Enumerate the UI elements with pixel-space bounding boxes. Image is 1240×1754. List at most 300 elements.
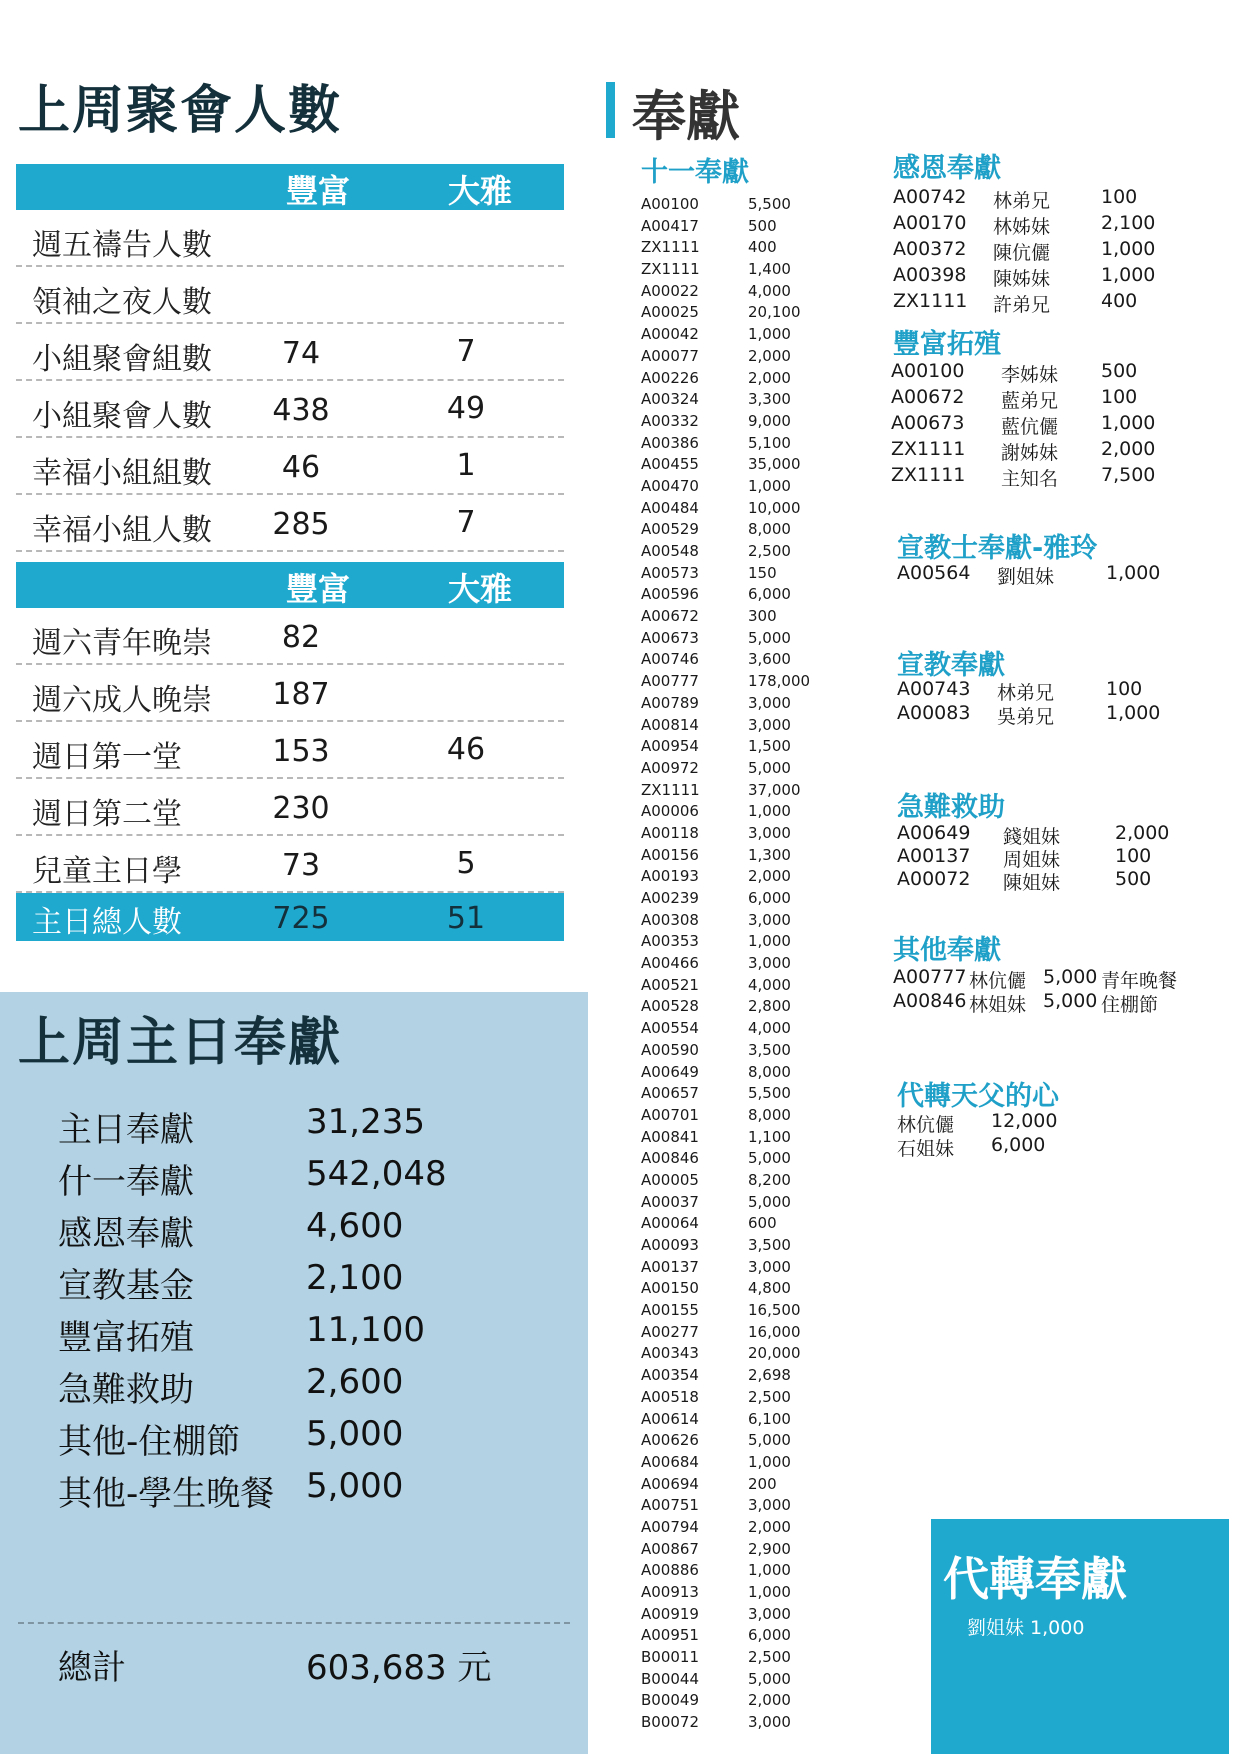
donation-amount: 5,000 — [748, 628, 791, 647]
donation-amount: 6,100 — [748, 1409, 791, 1428]
donor-name: 林伉儷 — [897, 1114, 955, 1136]
donation-amount: 2,698 — [748, 1366, 791, 1385]
fengfu-value: 82 — [281, 620, 321, 655]
donor-name: 許弟兄 — [993, 294, 1051, 316]
donor-code: A00743 — [897, 678, 971, 700]
tithe-row — [641, 194, 821, 216]
donor-name: 陳伉儷 — [993, 242, 1051, 264]
tithe-row — [641, 736, 821, 758]
tithe-row — [641, 1474, 821, 1496]
donation-amount: 1,000 — [748, 476, 791, 495]
donation-amount: 2,000 — [748, 368, 791, 387]
donor-code: A00649 — [897, 822, 971, 844]
donor-code: A00193 — [641, 867, 699, 886]
donation-amount: 6,000 — [748, 585, 791, 604]
daya-value: 7 — [456, 505, 476, 540]
donation-amount: 1,000 — [748, 1452, 791, 1471]
donor-code: A00137 — [641, 1257, 699, 1276]
offering-amount: 11,100 — [306, 1310, 425, 1350]
donor-code: A00814 — [641, 715, 699, 734]
attendance-row — [16, 210, 564, 267]
offering-summary-row — [58, 1466, 528, 1518]
attendance-header-2 — [16, 562, 564, 608]
donor-code: A00972 — [641, 758, 699, 777]
fengfu-value: 230 — [272, 791, 330, 826]
donation-amount: 5,000 — [748, 758, 791, 777]
donor-code: A00037 — [641, 1192, 699, 1211]
offering-category: 什一奉獻 — [58, 1162, 194, 1202]
donation-amount: 1,000 — [748, 325, 791, 344]
donor-code: A00867 — [641, 1539, 699, 1558]
donor-code: A00777 — [893, 966, 967, 988]
donor-code: A00919 — [641, 1604, 699, 1623]
donor-code: A00841 — [641, 1127, 699, 1146]
transfer-line: 劉姐妹 1,000 — [967, 1617, 1085, 1639]
donation-amount: 5,500 — [748, 195, 791, 213]
transfer-title: 代轉奉獻 — [943, 1552, 1127, 1606]
attendance-table-2 — [16, 562, 564, 941]
donor-code: A00372 — [893, 238, 967, 260]
donor-code: A00657 — [641, 1084, 699, 1103]
donor-code: B00072 — [641, 1713, 700, 1732]
attendance-row — [16, 438, 564, 495]
total-daya: 51 — [446, 901, 486, 936]
tithe-row — [641, 1560, 821, 1582]
donation-amount: 500 — [748, 216, 777, 235]
offering-amount: 31,235 — [306, 1102, 425, 1142]
attendance-row — [16, 779, 564, 836]
donation-amount: 3,500 — [748, 1040, 791, 1059]
tithe-row — [641, 1647, 821, 1669]
tithe-row — [641, 888, 821, 910]
donation-amount: 3,000 — [748, 693, 791, 712]
donor-name: 李姊妹 — [1001, 364, 1059, 386]
donor-code: A00064 — [641, 1214, 699, 1233]
donor-code: A00083 — [897, 702, 971, 724]
donation-amount: 5,000 — [748, 1192, 791, 1211]
donation-amount: 1,000 — [1101, 412, 1156, 434]
donation-amount: 400 — [748, 238, 777, 257]
donor-code: A00596 — [641, 585, 699, 604]
donor-code: A00548 — [641, 542, 699, 560]
donation-amount: 3,000 — [748, 1496, 791, 1515]
donation-amount: 100 — [1115, 845, 1152, 867]
donation-amount: 20,100 — [748, 303, 801, 322]
donation-amount: 1,000 — [1101, 264, 1156, 286]
donor-code: A00386 — [641, 433, 699, 452]
donor-code: A00518 — [641, 1387, 699, 1406]
tithe-row — [641, 1604, 821, 1626]
tithe-row — [641, 1409, 821, 1431]
tithe-row — [641, 1257, 821, 1279]
offering-accent-bar — [606, 82, 615, 138]
donation-amount: 5,000 — [748, 1431, 791, 1450]
tithe-row — [641, 996, 821, 1018]
thanks-title: 感恩奉獻 — [893, 153, 1001, 184]
donor-code: A00470 — [641, 476, 699, 495]
attendance-row — [16, 608, 564, 665]
tithe-row — [641, 628, 821, 650]
tithe-row — [641, 758, 821, 780]
offering-summary-row — [58, 1258, 528, 1310]
donation-amount: 3,300 — [748, 390, 791, 409]
col-daya-2: 大雅 — [448, 570, 513, 608]
donor-code: A00794 — [641, 1517, 699, 1536]
donation-amount: 8,200 — [748, 1170, 791, 1189]
donor-code: A00742 — [893, 186, 967, 208]
donor-code: A00155 — [641, 1301, 699, 1320]
sunday-offering-title: 上周主日奉獻 — [18, 1013, 343, 1073]
donor-code: A00913 — [641, 1583, 699, 1601]
tithe-row — [641, 953, 821, 975]
grand-total-label: 總計 — [58, 1648, 126, 1688]
tithe-row — [641, 302, 821, 324]
donor-code: A00343 — [641, 1344, 699, 1363]
donor-name: 陳姊妹 — [993, 268, 1051, 290]
donor-code: A00239 — [641, 889, 699, 907]
donation-amount: 5,000 — [748, 1149, 791, 1168]
daya-value: 7 — [456, 334, 476, 369]
donor-code: A00673 — [641, 628, 699, 647]
donation-amount: 1,000 — [1106, 702, 1161, 724]
offering-amount: 2,100 — [306, 1258, 404, 1298]
sunday-offering-total — [58, 1640, 528, 1692]
tithe-title: 十一奉獻 — [641, 157, 749, 188]
total-fengfu: 725 — [272, 901, 330, 936]
donation-amount: 20,000 — [748, 1344, 801, 1363]
tithe-row — [641, 975, 821, 997]
fengfu-value: 74 — [281, 336, 321, 371]
donor-name: 周姐妹 — [1003, 849, 1061, 871]
donor-name: 林姐妹 — [969, 994, 1027, 1016]
donor-code: B00044 — [641, 1669, 700, 1688]
donation-amount: 1,000 — [748, 932, 791, 951]
attendance-row — [16, 836, 564, 893]
tithe-row — [641, 1322, 821, 1344]
donation-amount: 2,900 — [748, 1539, 791, 1558]
tithe-row — [641, 259, 821, 281]
donor-name: 主知名 — [1001, 468, 1059, 490]
fengfu-value: 285 — [272, 507, 330, 542]
daya-value: 49 — [446, 391, 486, 426]
attendance-row — [16, 665, 564, 722]
donor-code: A00789 — [641, 693, 699, 712]
donation-amount: 3,000 — [748, 1713, 791, 1732]
tithe-row — [641, 1278, 821, 1300]
donation-amount: 1,000 — [748, 802, 791, 821]
col-fengfu: 豐富 — [286, 172, 351, 210]
donor-code: A00417 — [641, 216, 699, 235]
donor-code: A00118 — [641, 823, 699, 842]
offering-category: 主日奉獻 — [58, 1110, 194, 1150]
tithe-row — [641, 671, 821, 693]
tithe-row — [641, 1712, 821, 1734]
offering-category: 其他-學生晚餐 — [58, 1474, 275, 1514]
donation-amount: 9,000 — [748, 411, 791, 430]
donor-code: ZX1111 — [893, 290, 968, 312]
offering-summary-row — [58, 1206, 528, 1258]
donation-amount: 35,000 — [748, 455, 801, 474]
donor-code: A00137 — [897, 845, 971, 867]
missionary-title: 宣教士奉獻-雅玲 — [897, 533, 1098, 564]
donor-code: A00777 — [641, 672, 699, 691]
tithe-row — [641, 1127, 821, 1149]
donor-code: A00354 — [641, 1366, 699, 1385]
donation-amount: 3,000 — [748, 910, 791, 929]
tithe-row — [641, 216, 821, 238]
donor-code: B00011 — [641, 1648, 700, 1667]
donation-amount: 1,500 — [748, 737, 791, 756]
relief-title: 急難救助 — [897, 792, 1005, 823]
donor-code: A00672 — [641, 607, 699, 626]
tithe-row — [641, 1495, 821, 1517]
donor-code: A00886 — [641, 1561, 699, 1580]
tithe-row — [641, 1452, 821, 1474]
donor-code: A00324 — [641, 390, 699, 409]
donation-amount: 5,000 — [748, 1669, 791, 1688]
donor-code: A00042 — [641, 325, 699, 344]
tithe-row — [641, 1235, 821, 1257]
donor-name: 謝姊妹 — [1001, 442, 1059, 464]
donor-code: A00694 — [641, 1474, 699, 1493]
donation-amount: 37,000 — [748, 780, 801, 799]
offering-summary-row — [58, 1362, 528, 1414]
donor-name: 林弟兄 — [997, 682, 1055, 704]
donation-amount: 6,000 — [991, 1134, 1046, 1156]
donor-code: ZX1111 — [641, 238, 700, 257]
donor-name: 石姐妹 — [897, 1138, 955, 1160]
tithe-row — [641, 1517, 821, 1539]
row-label: 小組聚會人數 — [32, 399, 212, 434]
donor-code: A00554 — [641, 1019, 699, 1038]
tithe-row — [641, 931, 821, 953]
donation-amount: 4,000 — [748, 281, 791, 300]
donation-amount: 5,000 — [1043, 966, 1098, 988]
donation-amount: 7,500 — [1101, 464, 1156, 486]
donor-code: A00332 — [641, 411, 699, 430]
row-label: 週日第一堂 — [32, 740, 182, 775]
donor-code: A00100 — [641, 195, 699, 213]
tithe-list — [641, 194, 821, 1734]
donor-code: A00672 — [891, 386, 965, 408]
donor-name: 林伉儷 — [969, 970, 1027, 992]
tithe-row — [641, 1083, 821, 1105]
tithe-row — [641, 498, 821, 520]
tithe-row — [641, 1105, 821, 1127]
attendance-row — [16, 495, 564, 552]
donation-amount: 8,000 — [748, 1105, 791, 1124]
donation-amount: 5,500 — [748, 1084, 791, 1103]
donation-note: 青年晚餐 — [1101, 970, 1178, 992]
donation-amount: 600 — [748, 1214, 777, 1233]
donor-code: A00398 — [893, 264, 967, 286]
donation-amount: 1,300 — [748, 845, 791, 864]
fengfu-value: 438 — [272, 393, 330, 428]
donor-name: 藍弟兄 — [1001, 390, 1059, 412]
donation-amount: 2,800 — [748, 997, 791, 1016]
donation-amount: 100 — [1106, 678, 1143, 700]
tithe-row — [641, 1365, 821, 1387]
donation-amount: 16,000 — [748, 1322, 801, 1341]
donation-amount: 3,000 — [748, 715, 791, 734]
donation-amount: 8,000 — [748, 520, 791, 539]
donor-code: A00156 — [641, 845, 699, 864]
donor-code: A00573 — [641, 563, 699, 582]
donation-amount: 2,000 — [748, 867, 791, 886]
donor-code: A00072 — [897, 868, 971, 890]
tithe-row — [641, 389, 821, 411]
donor-code: A00277 — [641, 1322, 699, 1341]
donor-name: 劉姐妹 — [997, 566, 1055, 588]
donor-code: A00150 — [641, 1279, 699, 1298]
tithe-row — [641, 346, 821, 368]
transfer-offering-box — [931, 1519, 1229, 1754]
donation-amount: 5,000 — [1043, 990, 1098, 1012]
donor-code: A00590 — [641, 1040, 699, 1059]
donation-amount: 1,000 — [1106, 562, 1161, 584]
attendance-rows-1 — [16, 210, 564, 552]
fengfu-value: 73 — [281, 848, 321, 883]
attendance-row — [16, 324, 564, 381]
offering-amount: 2,600 — [306, 1362, 404, 1402]
tithe-row — [641, 563, 821, 585]
daya-value: 1 — [456, 448, 476, 483]
donation-amount: 2,000 — [1115, 822, 1170, 844]
donation-amount: 2,500 — [748, 1648, 791, 1667]
donation-amount: 1,400 — [748, 260, 791, 279]
tithe-row — [641, 1625, 821, 1647]
donation-amount: 4,800 — [748, 1279, 791, 1298]
donation-amount: 16,500 — [748, 1301, 801, 1320]
donation-amount: 200 — [748, 1474, 777, 1493]
offering-category: 其他-住棚節 — [58, 1422, 241, 1462]
donor-code: ZX1111 — [891, 438, 966, 460]
donor-code: A00226 — [641, 368, 699, 387]
tithe-row — [641, 845, 821, 867]
offering-category: 宣教基金 — [58, 1266, 194, 1306]
row-label: 幸福小組人數 — [32, 513, 212, 548]
donation-amount: 6,000 — [748, 889, 791, 907]
donor-code: A00564 — [897, 562, 971, 584]
donation-amount: 12,000 — [991, 1110, 1058, 1132]
tithe-row — [641, 476, 821, 498]
donation-amount: 8,000 — [748, 1062, 791, 1081]
donor-code: A00954 — [641, 737, 699, 756]
donor-code: A00022 — [641, 281, 699, 300]
donor-code: A00529 — [641, 520, 699, 539]
offering-amount: 5,000 — [306, 1466, 404, 1506]
donation-amount: 2,500 — [748, 542, 791, 560]
tithe-row — [641, 281, 821, 303]
tithe-row — [641, 715, 821, 737]
donation-amount: 5,100 — [748, 433, 791, 452]
donation-amount: 400 — [1101, 290, 1138, 312]
donation-amount: 2,500 — [748, 1387, 791, 1406]
attendance-row — [16, 267, 564, 324]
donor-code: A00746 — [641, 650, 699, 669]
donor-code: ZX1111 — [641, 260, 700, 279]
donor-code: A00005 — [641, 1170, 699, 1189]
donation-amount: 1,000 — [748, 1583, 791, 1601]
offering-amount: 4,600 — [306, 1206, 404, 1246]
donor-code: A00077 — [641, 346, 699, 365]
donation-amount: 3,600 — [748, 650, 791, 669]
tithe-row — [641, 910, 821, 932]
donation-amount: 4,000 — [748, 975, 791, 994]
tithe-row — [641, 541, 821, 563]
donation-amount: 3,500 — [748, 1236, 791, 1254]
row-label: 週六青年晚崇 — [32, 626, 212, 661]
donor-name: 錢姐妹 — [1003, 826, 1061, 848]
tithe-row — [641, 1213, 821, 1235]
tithe-row — [641, 1148, 821, 1170]
donor-code: A00308 — [641, 910, 699, 929]
donor-code: A00466 — [641, 954, 699, 973]
tithe-row — [641, 1192, 821, 1214]
attendance-table-1 — [16, 164, 564, 552]
donor-code: A00846 — [893, 990, 967, 1012]
offering-amount: 5,000 — [306, 1414, 404, 1454]
attendance-row — [16, 381, 564, 438]
donor-code: B00049 — [641, 1691, 700, 1710]
donor-code: A00484 — [641, 498, 699, 517]
row-label: 週日第二堂 — [32, 797, 182, 832]
donor-code: A00528 — [641, 997, 699, 1016]
donor-code: A00025 — [641, 303, 699, 322]
donor-code: A00701 — [641, 1105, 699, 1124]
donor-code: A00093 — [641, 1236, 699, 1254]
attendance-title: 上周聚會人數 — [18, 81, 343, 141]
tithe-row — [641, 606, 821, 628]
tithe-row — [641, 780, 821, 802]
donor-name: 林弟兄 — [993, 190, 1051, 212]
donation-amount: 500 — [1101, 360, 1138, 382]
donor-code: A00006 — [641, 802, 699, 821]
father-title: 代轉天父的心 — [897, 1081, 1059, 1112]
donor-code: A00684 — [641, 1452, 699, 1471]
offering-category: 感恩奉獻 — [58, 1214, 194, 1254]
donation-amount: 3,000 — [748, 1604, 791, 1623]
tithe-row — [641, 693, 821, 715]
donation-amount: 500 — [1115, 868, 1152, 890]
offering-category: 豐富拓殖 — [58, 1318, 194, 1358]
donor-code: A00614 — [641, 1409, 699, 1428]
donor-code: A00846 — [641, 1149, 699, 1168]
tithe-row — [641, 584, 821, 606]
tithe-row — [641, 324, 821, 346]
attendance-total-row — [16, 893, 564, 941]
tithe-row — [641, 649, 821, 671]
tithe-row — [641, 1669, 821, 1691]
donation-amount: 1,100 — [748, 1127, 791, 1146]
donation-amount: 2,000 — [748, 346, 791, 365]
donation-note: 住棚節 — [1101, 994, 1159, 1016]
mission-title: 宣教奉獻 — [897, 650, 1005, 681]
offering-summary-row — [58, 1154, 528, 1206]
fengfu-value: 46 — [281, 450, 321, 485]
donor-code: A00170 — [893, 212, 967, 234]
col-daya: 大雅 — [448, 172, 513, 210]
offering-title: 奉獻 — [632, 85, 740, 148]
donation-amount: 150 — [748, 563, 777, 582]
donation-amount: 3,000 — [748, 823, 791, 842]
offering-amount: 542,048 — [306, 1154, 447, 1194]
tithe-row — [641, 1690, 821, 1712]
donation-amount: 6,000 — [748, 1626, 791, 1645]
donor-name: 藍伉儷 — [1001, 416, 1059, 438]
offering-category: 急難救助 — [58, 1370, 194, 1410]
other-title: 其他奉獻 — [893, 935, 1001, 966]
